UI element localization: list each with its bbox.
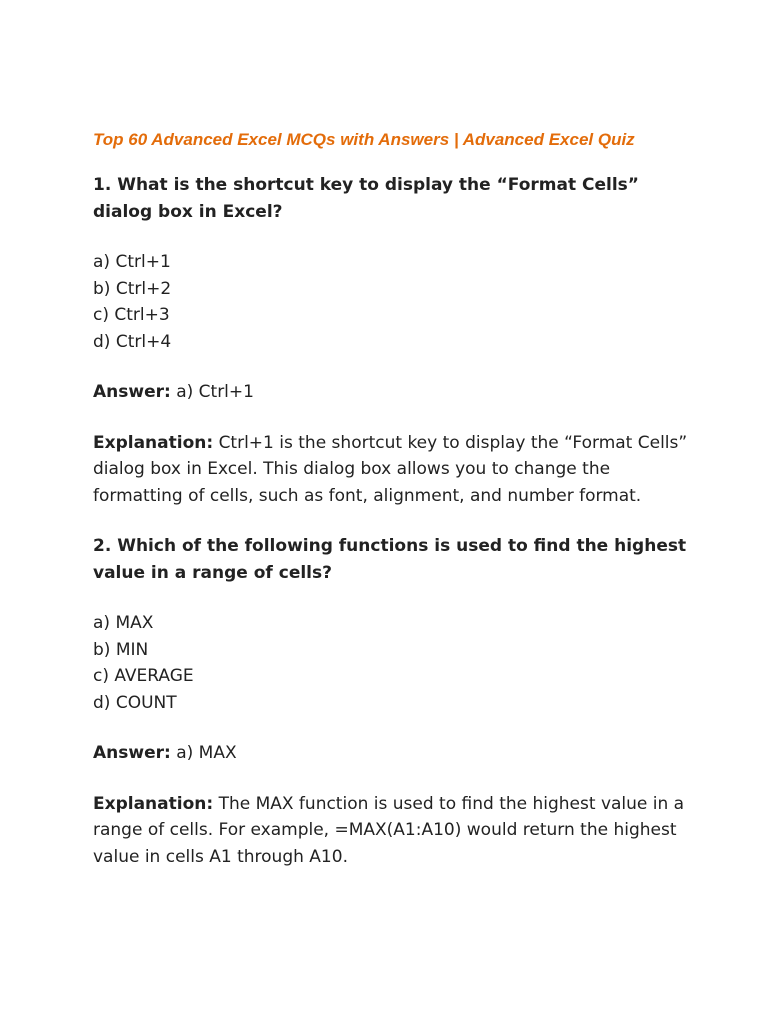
explanation-label: Explanation: <box>93 793 214 814</box>
option-c: c) Ctrl+3 <box>93 305 170 325</box>
option-d: d) COUNT <box>93 692 177 713</box>
answer-value: a) MAX <box>176 743 237 763</box>
explanation-text: The MAX function is used to find the highest value in a range of cells. For example, =MAX(A1:A10) would return the highest value in cells A1 through A10. <box>93 793 685 867</box>
document-page <box>93 128 693 894</box>
option-a: a) MAX <box>93 613 154 633</box>
explanation-text: Ctrl+1 is the shortcut key to display the “Format Cells” dialog box in Excel. This dialog box allows you to change the formatting of cells, such as font, alignment, and number format. <box>93 432 688 506</box>
question-1: 1. What is the shortcut key to display the “Format Cells” dialog box in Excel? <box>93 175 639 222</box>
answer-2 <box>93 740 693 767</box>
option-b: b) Ctrl+2 <box>93 278 172 299</box>
answer-1 <box>93 379 693 406</box>
answer-label: Answer: <box>93 743 171 763</box>
question-2: 2. Which of the following functions is used to find the highest value in a range of cells? <box>93 536 687 583</box>
answer-value: a) Ctrl+1 <box>176 382 254 402</box>
explanation-1 <box>93 430 693 510</box>
explanation-2 <box>93 791 693 871</box>
answer-label: Answer: <box>93 382 171 402</box>
option-b: b) MIN <box>93 639 149 660</box>
option-c: c) AVERAGE <box>93 666 194 686</box>
document-title: Top 60 Advanced Excel MCQs with Answers | Advanced Excel Quiz <box>93 130 635 149</box>
explanation-label: Explanation: <box>93 432 214 453</box>
options-list-1 <box>93 249 693 355</box>
option-a: a) Ctrl+1 <box>93 252 171 272</box>
option-d: d) Ctrl+4 <box>93 331 172 352</box>
options-list-2 <box>93 610 693 716</box>
